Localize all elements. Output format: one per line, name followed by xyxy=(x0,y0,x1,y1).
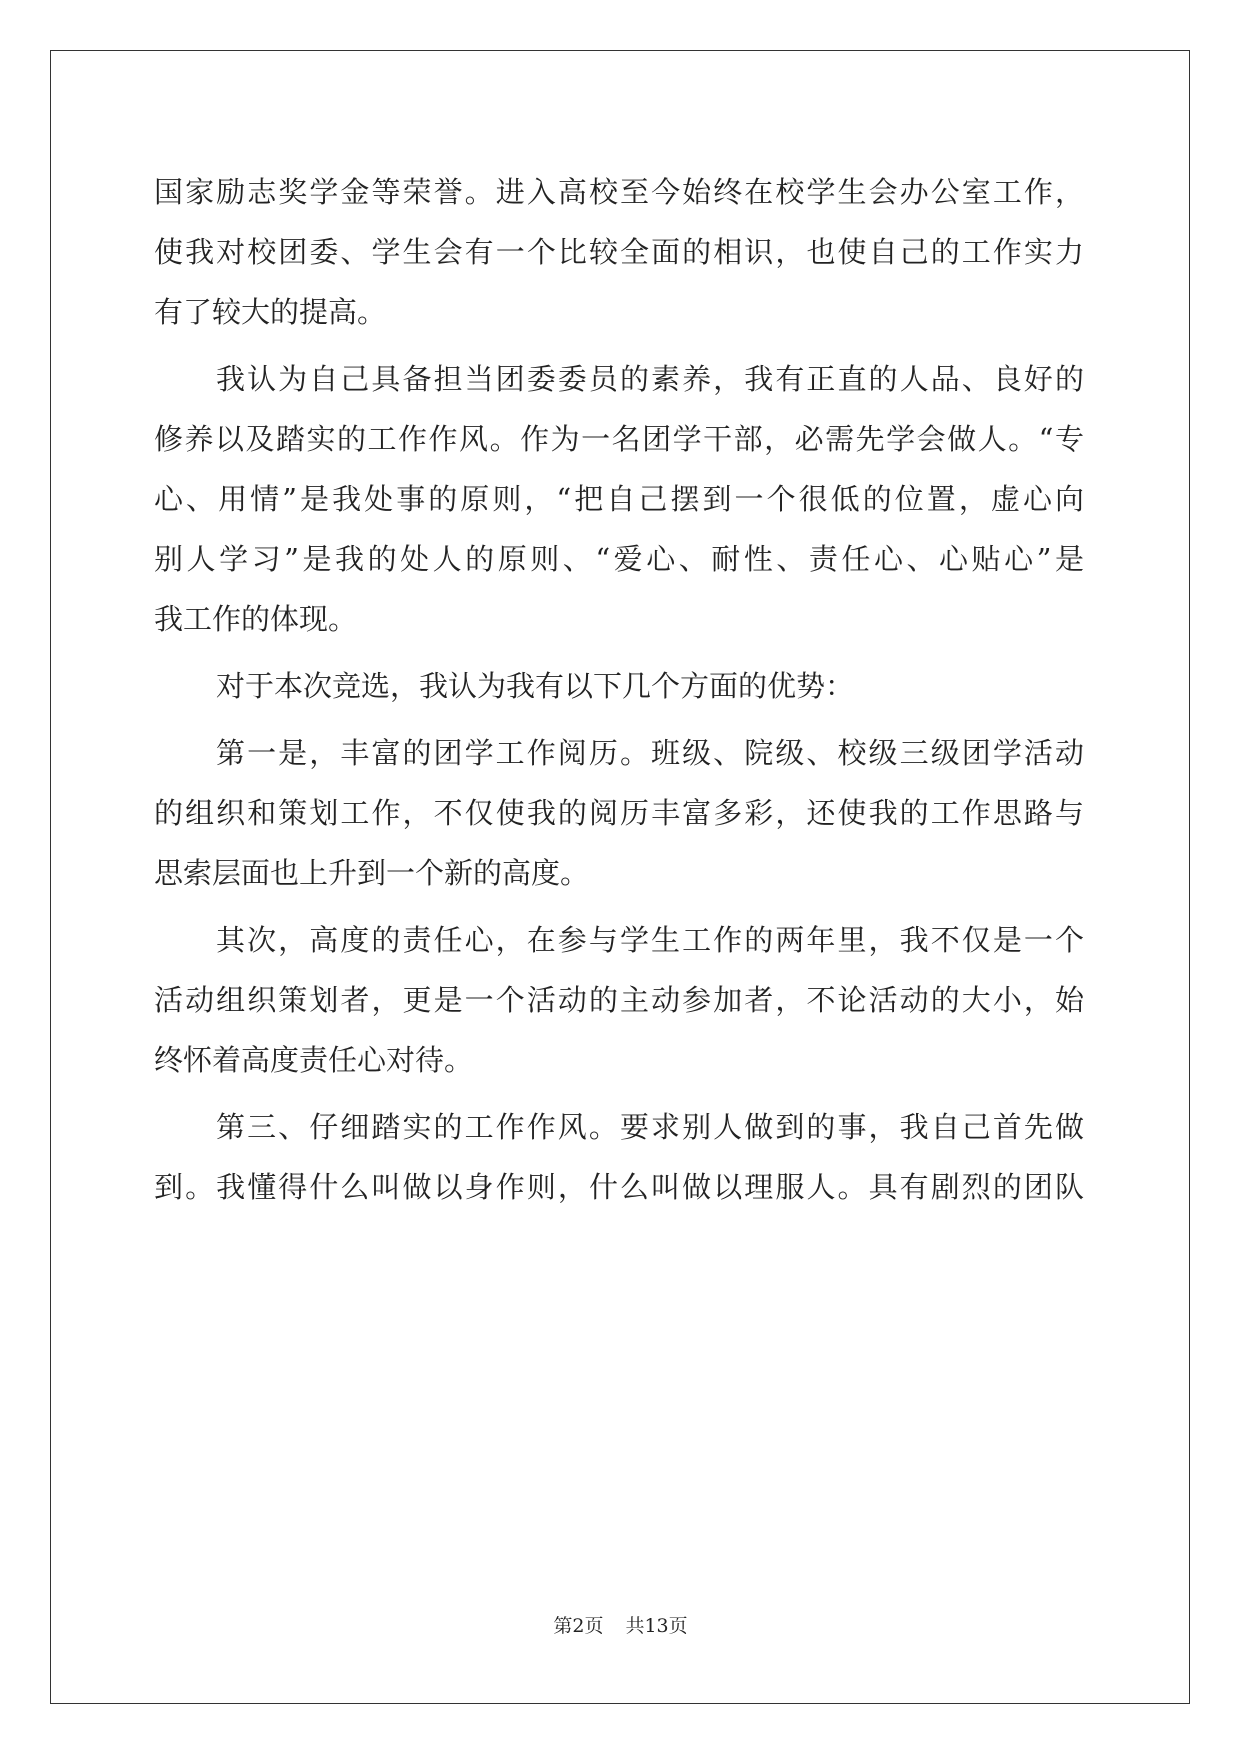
body-line-10: 第一是，丰富的团学工作阅历。班级、院级、校级三级团学活动 xyxy=(216,736,1084,770)
body-line-6: 心、用情”是我处事的原则，“把自己摆到一个很低的位置，虚心向 xyxy=(154,482,1084,516)
body-line-12: 思索层面也上升到一个新的高度。 xyxy=(154,856,590,890)
body-line-17: 到。我懂得什么叫做以身作则，什么叫做以理服人。具有剧烈的团队 xyxy=(154,1170,1084,1204)
body-line-1: 国家励志奖学金等荣誉。进入高校至今始终在校学生会办公室工作， xyxy=(154,175,1084,209)
body-line-14: 活动组织策划者，更是一个活动的主动参加者，不论活动的大小，始 xyxy=(154,983,1084,1017)
body-line-5: 修养以及踏实的工作作风。作为一名团学干部，必需先学会做人。“专 xyxy=(154,422,1084,456)
body-line-7: 别人学习”是我的处人的原则、“爱心、耐性、责任心、心贴心”是 xyxy=(154,542,1084,576)
page-total: 共13页 xyxy=(625,1615,688,1637)
body-line-15: 终怀着高度责任心对待。 xyxy=(154,1043,474,1077)
body-line-11: 的组织和策划工作，不仅使我的阅历丰富多彩，还使我的工作思路与 xyxy=(154,796,1084,830)
page-number: 第2页 xyxy=(553,1615,604,1637)
body-line-3: 有了较大的提高。 xyxy=(154,295,387,329)
page-footer xyxy=(0,1613,1241,1639)
body-line-4: 我认为自己具备担当团委委员的素养，我有正直的人品、良好的 xyxy=(216,362,1084,396)
body-line-16: 第三、仔细踏实的工作作风。要求别人做到的事，我自己首先做 xyxy=(216,1110,1084,1144)
body-line-2: 使我对校团委、学生会有一个比较全面的相识，也使自己的工作实力 xyxy=(154,235,1084,269)
body-line-8: 我工作的体现。 xyxy=(154,602,358,636)
body-line-13: 其次，高度的责任心，在参与学生工作的两年里，我不仅是一个 xyxy=(216,923,1084,957)
body-line-9: 对于本次竞选，我认为我有以下几个方面的优势： xyxy=(216,669,855,703)
